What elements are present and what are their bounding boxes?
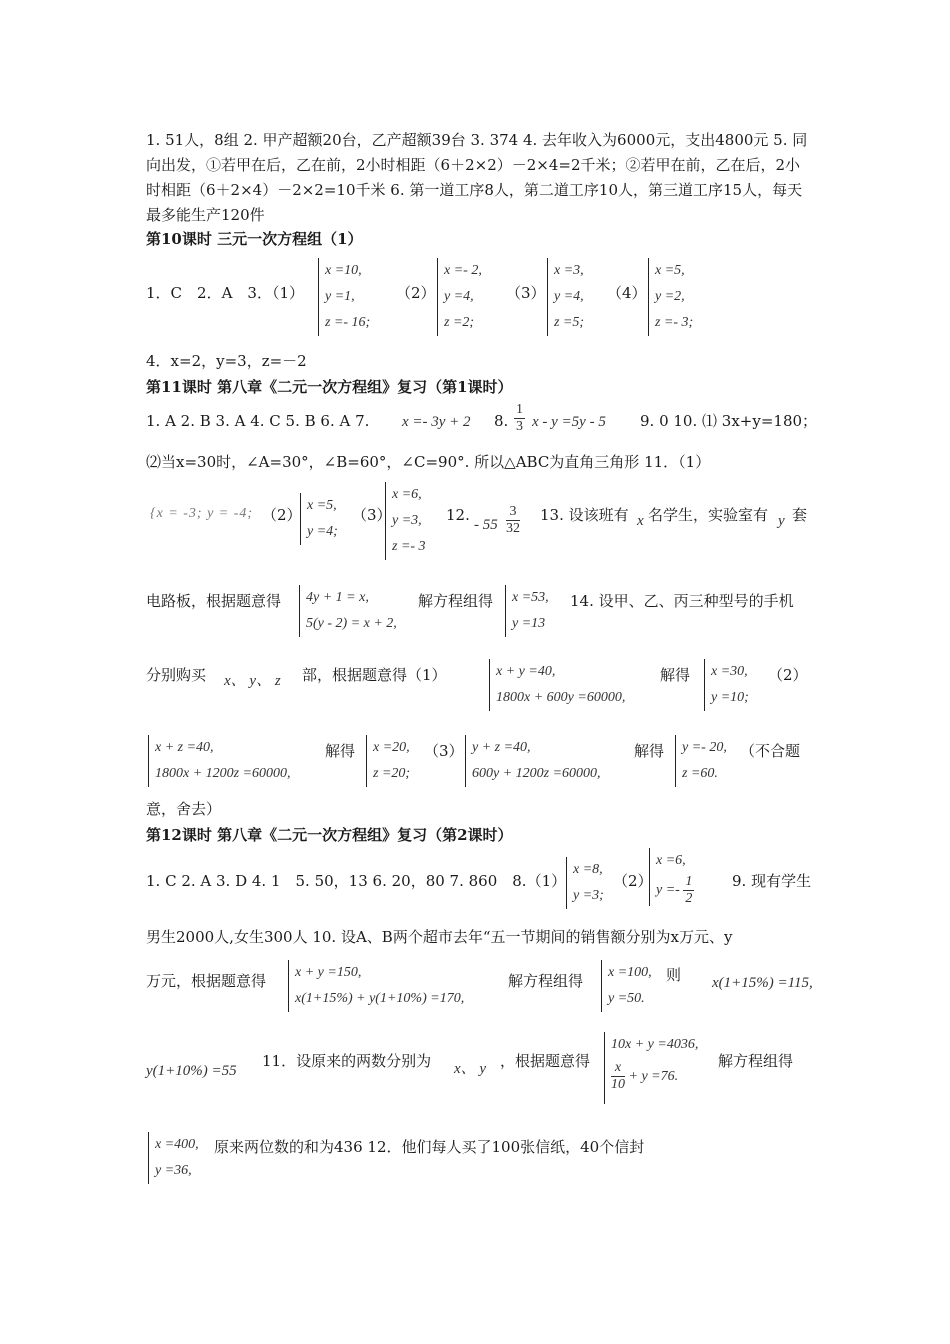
system-12-11-equations: [604, 1032, 698, 1104]
equation: x =6,: [656, 853, 686, 868]
label-part-3: （3）: [424, 742, 464, 760]
equation: y =3,: [392, 513, 422, 528]
answer-7-expression: x =- 3y + 2: [402, 414, 471, 430]
equation: x =400,: [155, 1137, 199, 1152]
equation: y =13: [512, 616, 546, 631]
equation: x =5,: [655, 263, 685, 278]
solve-label: 解得: [325, 742, 356, 760]
equation: x =- 2,: [444, 263, 482, 278]
answer-11-12: 原来两位数的和为436 12．他们每人买了100张信纸，40个信封: [214, 1138, 645, 1156]
equation: z =- 16;: [325, 315, 371, 330]
system-12-8-1: [566, 857, 604, 909]
answer-14-intro: 14. 设甲、乙、丙三种型号的手机: [570, 592, 794, 610]
answer-8-label: 8.: [494, 412, 509, 430]
equation: x + y =40,: [496, 664, 556, 679]
equation: y =- 20,: [682, 740, 727, 755]
fraction-3-32: [506, 504, 520, 537]
system-14-3-solution: [675, 735, 727, 787]
equation: y =4,: [444, 289, 474, 304]
equation: x =53,: [512, 590, 549, 605]
equation: z =20;: [373, 766, 411, 781]
equation: [611, 1058, 698, 1096]
label-part-2: （2）: [768, 666, 808, 684]
equation: y =2,: [655, 289, 685, 304]
variable-y: y: [778, 513, 785, 529]
denominator: 10: [611, 1077, 625, 1093]
answer-12-whole: - 55: [474, 517, 498, 533]
answer-9-10: 男生2000人,女生300人 10. 设A、B两个超市去年“五一节期间的销售额分别为x万元、y: [146, 928, 733, 946]
equation: 5(y - 2) = x + 2,: [306, 616, 397, 631]
equation: x =6,: [392, 487, 422, 502]
fraction-x-over-10: [611, 1060, 625, 1093]
answer-11-setup: ，根据题意得: [500, 1052, 591, 1070]
label-part-2: （2）: [396, 284, 436, 302]
equation: 1800x + 1200z =60000,: [155, 766, 291, 781]
answer-13-intro: 13. 设该班有: [540, 506, 629, 524]
system-11-3: [385, 482, 426, 560]
lesson11-answers-1-7: 1. A 2. B 3. A 4. C 5. B 6. A 7.: [146, 412, 370, 430]
answer-10-x-result: x(1+15%) =115,: [712, 975, 813, 991]
equation: y =4,: [554, 289, 584, 304]
label-part-3: （3）: [352, 506, 392, 524]
equation: x =5,: [307, 498, 337, 513]
garbled-system-11-1: {x = -3; y = -4;: [150, 506, 254, 521]
answer-10-part-2: ⑵当x=30时，∠A=30°，∠B=60°，∠C=90°. 所以△ABC为直角三角形 11．（1）: [146, 453, 711, 471]
system-10-3: [547, 258, 584, 336]
fraction-one-half: [683, 874, 694, 907]
system-12-11-solution: [148, 1132, 199, 1184]
label-part-3: （3）: [506, 284, 546, 302]
numerator: 3: [506, 504, 520, 521]
solve-label: 解得: [660, 666, 691, 684]
equation: y =36,: [155, 1163, 192, 1178]
lesson9-answers: 1. 51人，8组 2. 甲产超额20台，乙产超额39台 3. 374 4. 去年收入为6000元，支出4800元 5. 同向出发，①若甲在后，乙在前，2小时相距（6＋2×2）－2×4=2千米；②若甲在前，乙在后，2小时相距（6＋2×4）－2×2=10千米 6. 第一道工序8人，第二道工序10人，第三道工序15人，每天最多能生产120件: [146, 131, 808, 224]
equation: x =8,: [573, 862, 603, 877]
system-14-2-solution: [366, 735, 410, 787]
numerator: 1: [685, 874, 693, 889]
answer-8-expression: x - y =5y - 5: [532, 414, 606, 430]
answer-13-tail: 套: [792, 506, 808, 524]
variables-xy: x、 y: [454, 1061, 487, 1077]
equation: x =10,: [325, 263, 362, 278]
equation: y =10;: [711, 690, 749, 705]
denominator: 3: [516, 419, 523, 434]
system-13-solution: [505, 585, 549, 637]
answer-11-intro: 11．设原来的两数分别为: [262, 1052, 432, 1070]
rejected-note: （不合题: [740, 742, 801, 760]
label-part-2: （2）: [262, 506, 302, 524]
variables-xyz: x、 y、 z: [224, 673, 281, 689]
system-11-2: [300, 493, 338, 545]
equation: y =50.: [608, 991, 645, 1006]
equation: 10x + y =4036,: [611, 1037, 699, 1052]
lesson11-heading: 第11课时 第八章《二元一次方程组》复习（第1课时）: [146, 378, 513, 396]
equation: y =3;: [573, 888, 604, 903]
equation: z =2;: [444, 315, 475, 330]
equation: 1800x + 600y =60000,: [496, 690, 626, 705]
equation: z =60.: [682, 766, 718, 781]
answer-14-cont: 分别购买: [146, 666, 207, 684]
equation: z =- 3;: [655, 315, 694, 330]
answer-13-text: 名学生，实验室有: [648, 506, 769, 524]
label-part-4: （4）: [607, 284, 647, 302]
system-12-8-2: [649, 848, 694, 906]
equation: x =20,: [373, 740, 410, 755]
equation-part: + y =76.: [628, 1069, 679, 1084]
equation: x + z =40,: [155, 740, 214, 755]
numerator: 1: [516, 402, 523, 417]
equation: x + y =150,: [295, 965, 362, 980]
equation: y + z =40,: [472, 740, 531, 755]
system-14-3-equations: [465, 735, 601, 787]
solve-label: 解方程组得: [718, 1052, 794, 1070]
equation-part: y =-: [656, 882, 680, 898]
solve-label: 解方程组得: [418, 592, 494, 610]
equation: z =5;: [554, 315, 585, 330]
system-10-2: [437, 258, 482, 336]
answer-12-label: 12.: [446, 506, 470, 524]
equation: 600y + 1200z =60000,: [472, 766, 601, 781]
then-label: 则: [666, 966, 682, 984]
answer-10-y-result: y(1+10%) =55: [146, 1063, 237, 1079]
lesson10-heading: 第10课时 三元一次方程组（1）: [146, 230, 363, 248]
system-12-10-solution: [601, 960, 652, 1012]
lesson12-answers-1-8: 1. C 2. A 3. D 4. 1 5. 50，13 6. 20，80 7. 860 8.（1）: [146, 872, 567, 890]
answer-10-setup: 万元，根据题意得: [146, 972, 267, 990]
equation: x =3,: [554, 263, 584, 278]
solve-label: 解方程组得: [508, 972, 584, 990]
fraction-one-third: [514, 402, 525, 435]
system-14-1-equations: [489, 659, 625, 711]
lesson10-answers-intro: 1．C 2．A 3．（1）: [146, 284, 304, 302]
equation: z =- 3: [392, 539, 426, 554]
equation: 4y + 1 = x,: [306, 590, 369, 605]
equation: [656, 874, 694, 907]
answer-14-setup: 部，根据题意得（1）: [302, 666, 447, 684]
system-13-equations: [299, 585, 397, 637]
numerator: x: [611, 1060, 625, 1077]
answers-9-10: 9. 0 10. ⑴ 3x+y=180；: [640, 412, 818, 430]
answer-13-cont: 电路板，根据题意得: [146, 592, 282, 610]
answer-9-intro: 9. 现有学生: [732, 872, 812, 890]
lesson12-heading: 第12课时 第八章《二元一次方程组》复习（第2课时）: [146, 826, 513, 844]
system-12-10-equations: [288, 960, 464, 1012]
equation: y =4;: [307, 524, 338, 539]
system-14-2-equations: [148, 735, 291, 787]
equation: x(1+15%) + y(1+10%) =170,: [295, 991, 465, 1006]
variable-x: x: [637, 513, 644, 529]
denominator: 2: [685, 891, 693, 906]
rejected-note-cont: 意，舍去）: [146, 800, 222, 818]
system-10-1: [318, 258, 370, 336]
system-14-1-solution: [704, 659, 749, 711]
system-10-4: [648, 258, 693, 336]
equation: x =100,: [608, 965, 652, 980]
label-part-2: （2）: [613, 872, 653, 890]
solve-label: 解得: [634, 742, 665, 760]
lesson10-answer-4: 4．x=2，y=3，z=－2: [146, 352, 307, 370]
equation: y =1,: [325, 289, 355, 304]
denominator: 32: [506, 521, 520, 536]
equation: x =30,: [711, 664, 748, 679]
